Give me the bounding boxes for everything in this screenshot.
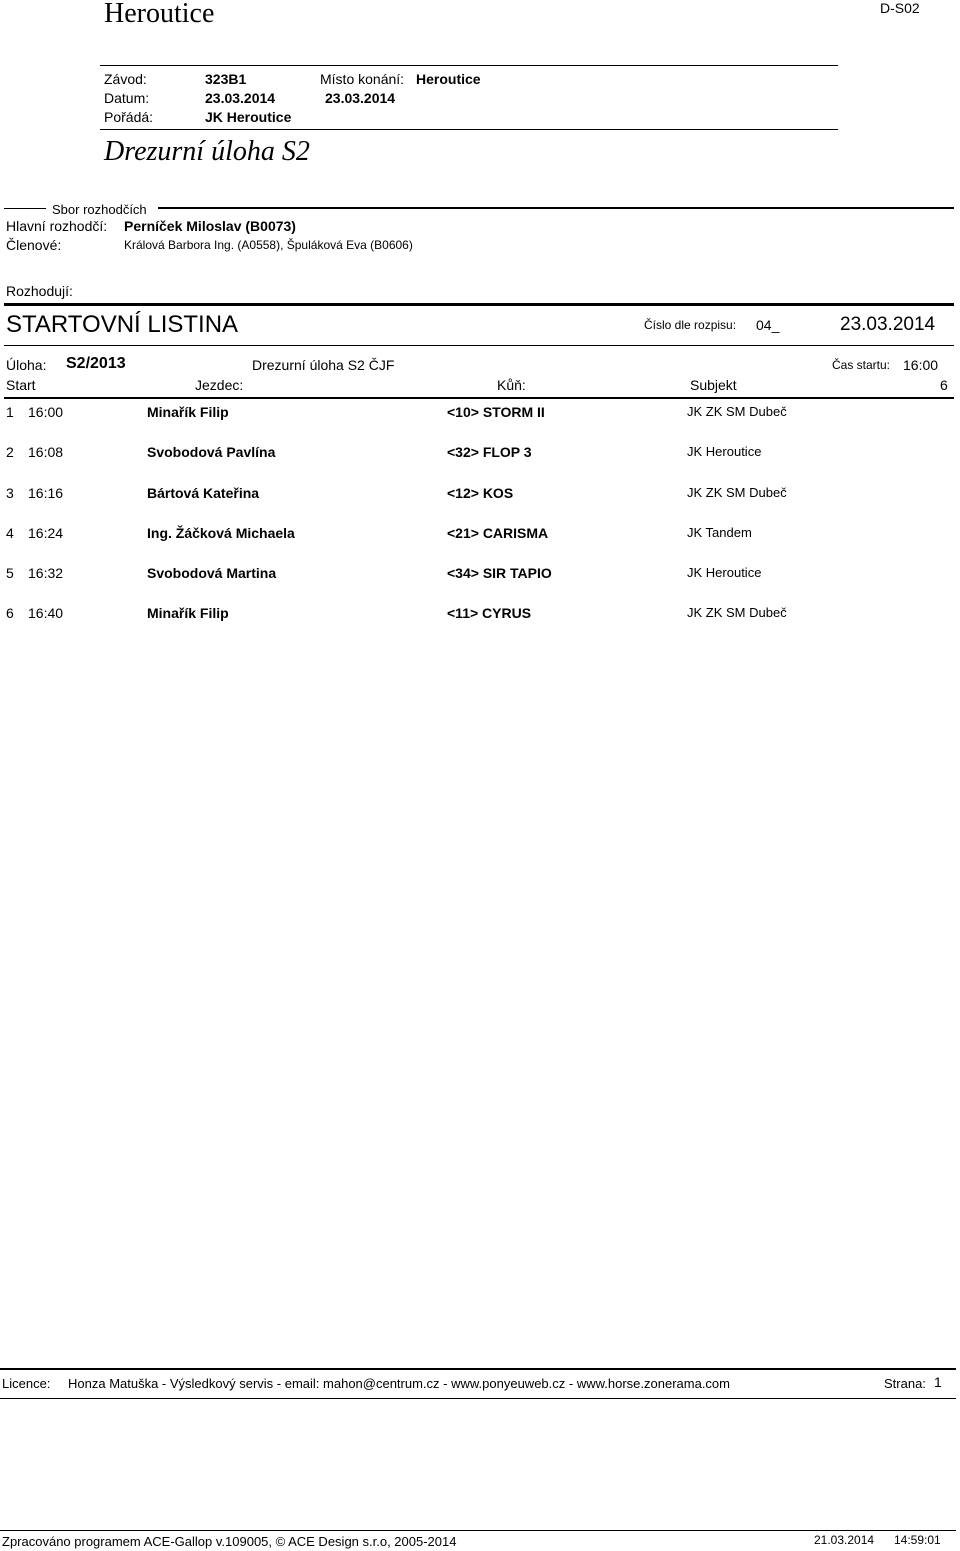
strana-label: Strana: xyxy=(884,1376,926,1391)
row-number: 6 xyxy=(6,605,14,621)
row-club: JK ZK SM Dubeč xyxy=(687,485,787,500)
licence-label: Licence: xyxy=(2,1376,51,1391)
document-code: D-S02 xyxy=(880,0,920,16)
members-value: Králová Barbora Ing. (A0558), Špuláková Eva (B0606) xyxy=(124,238,413,252)
misto-value: Heroutice xyxy=(416,71,481,87)
event-top-rule xyxy=(100,65,838,66)
cas-startu-label: Čas startu: xyxy=(832,358,891,372)
judges-rule-left xyxy=(4,208,46,209)
uloha-value: S2/2013 xyxy=(66,355,126,372)
event-bottom-rule xyxy=(100,129,838,130)
competition-title: Drezurní úloha S2 xyxy=(104,136,310,167)
licence-bottom-rule xyxy=(0,1398,956,1399)
cislo-value: 04_ xyxy=(756,317,780,333)
porada-value: JK Heroutice xyxy=(205,109,292,125)
row-number: 3 xyxy=(6,485,14,501)
row-time: 16:32 xyxy=(28,565,64,581)
column-header-start: Start xyxy=(6,377,36,393)
uloha-label: Úloha: xyxy=(6,357,47,373)
startlist-heading-rule xyxy=(4,345,954,346)
column-header-count: 6 xyxy=(940,377,948,393)
row-club: JK Tandem xyxy=(687,525,752,540)
column-header-rule xyxy=(4,397,954,399)
misto-label: Místo konání: xyxy=(320,71,405,87)
row-rider: Svobodová Pavlína xyxy=(147,444,276,460)
page-title: Heroutice xyxy=(104,0,215,29)
zavod-label: Závod: xyxy=(104,71,147,87)
row-time: 16:08 xyxy=(28,444,64,460)
row-rider: Minařík Filip xyxy=(147,605,229,621)
porada-label: Pořádá: xyxy=(104,109,154,125)
uloha-description: Drezurní úloha S2 ČJF xyxy=(252,357,395,373)
rozhoduji-label: Rozhodují: xyxy=(6,283,73,299)
row-horse: <11> CYRUS xyxy=(447,605,532,621)
chief-judge-value: Perníček Miloslav (B0073) xyxy=(124,218,296,234)
program-text: Zpracováno programem ACE-Gallop v.109005, © ACE Design s.r.o, 2005-2014 xyxy=(2,1534,457,1549)
datum-label: Datum: xyxy=(104,90,150,106)
column-header-kun: Kůň: xyxy=(497,377,526,393)
row-time: 16:24 xyxy=(28,525,64,541)
row-club: JK Heroutice xyxy=(687,444,762,459)
cas-startu-value: 16:00 xyxy=(903,357,939,373)
members-label: Členové: xyxy=(6,237,62,253)
row-horse: <10> STORM II xyxy=(447,404,545,420)
licence-top-rule xyxy=(0,1368,956,1370)
datum-from: 23.03.2014 xyxy=(205,90,276,106)
row-number: 2 xyxy=(6,444,14,460)
row-number: 4 xyxy=(6,525,14,541)
startlist-top-rule xyxy=(4,303,954,306)
judges-section-label: Sbor rozhodčích xyxy=(52,202,147,217)
row-time: 16:00 xyxy=(28,404,64,420)
row-rider: Bártová Kateřina xyxy=(147,485,260,501)
row-horse: <34> SIR TAPIO xyxy=(447,565,552,581)
row-rider: Svobodová Martina xyxy=(147,565,277,581)
startlist-date: 23.03.2014 xyxy=(840,314,936,335)
row-time: 16:16 xyxy=(28,485,64,501)
chief-judge-label: Hlavní rozhodčí: xyxy=(6,218,108,234)
row-club: JK Heroutice xyxy=(687,565,762,580)
licence-text: Honza Matuška - Výsledkový servis - email: mahon@centrum.cz - www.ponyeuweb.cz - www.horse.zonerama.com xyxy=(68,1376,730,1391)
program-top-rule xyxy=(0,1530,956,1531)
row-horse: <12> KOS xyxy=(447,485,514,501)
column-header-subjekt: Subjekt xyxy=(690,377,737,393)
row-horse: <21> CARISMA xyxy=(447,525,549,541)
row-time: 16:40 xyxy=(28,605,64,621)
datum-to: 23.03.2014 xyxy=(325,90,396,106)
row-club: JK ZK SM Dubeč xyxy=(687,605,787,620)
row-rider: Minařík Filip xyxy=(147,404,229,420)
row-number: 1 xyxy=(6,404,14,420)
row-horse: <32> FLOP 3 xyxy=(447,444,532,460)
zavod-value: 323B1 xyxy=(205,71,247,87)
print-date: 21.03.2014 xyxy=(814,1533,875,1547)
print-time: 14:59:01 xyxy=(894,1533,941,1547)
column-header-jezdec: Jezdec: xyxy=(195,377,244,393)
judges-rule-right xyxy=(158,207,954,209)
row-club: JK ZK SM Dubeč xyxy=(687,404,787,419)
cislo-label: Číslo dle rozpisu: xyxy=(644,318,737,332)
strana-value: 1 xyxy=(934,1374,942,1390)
startlist-heading: STARTOVNÍ LISTINA xyxy=(6,311,239,338)
row-number: 5 xyxy=(6,565,14,581)
row-rider: Ing. Žáčková Michaela xyxy=(147,525,295,541)
